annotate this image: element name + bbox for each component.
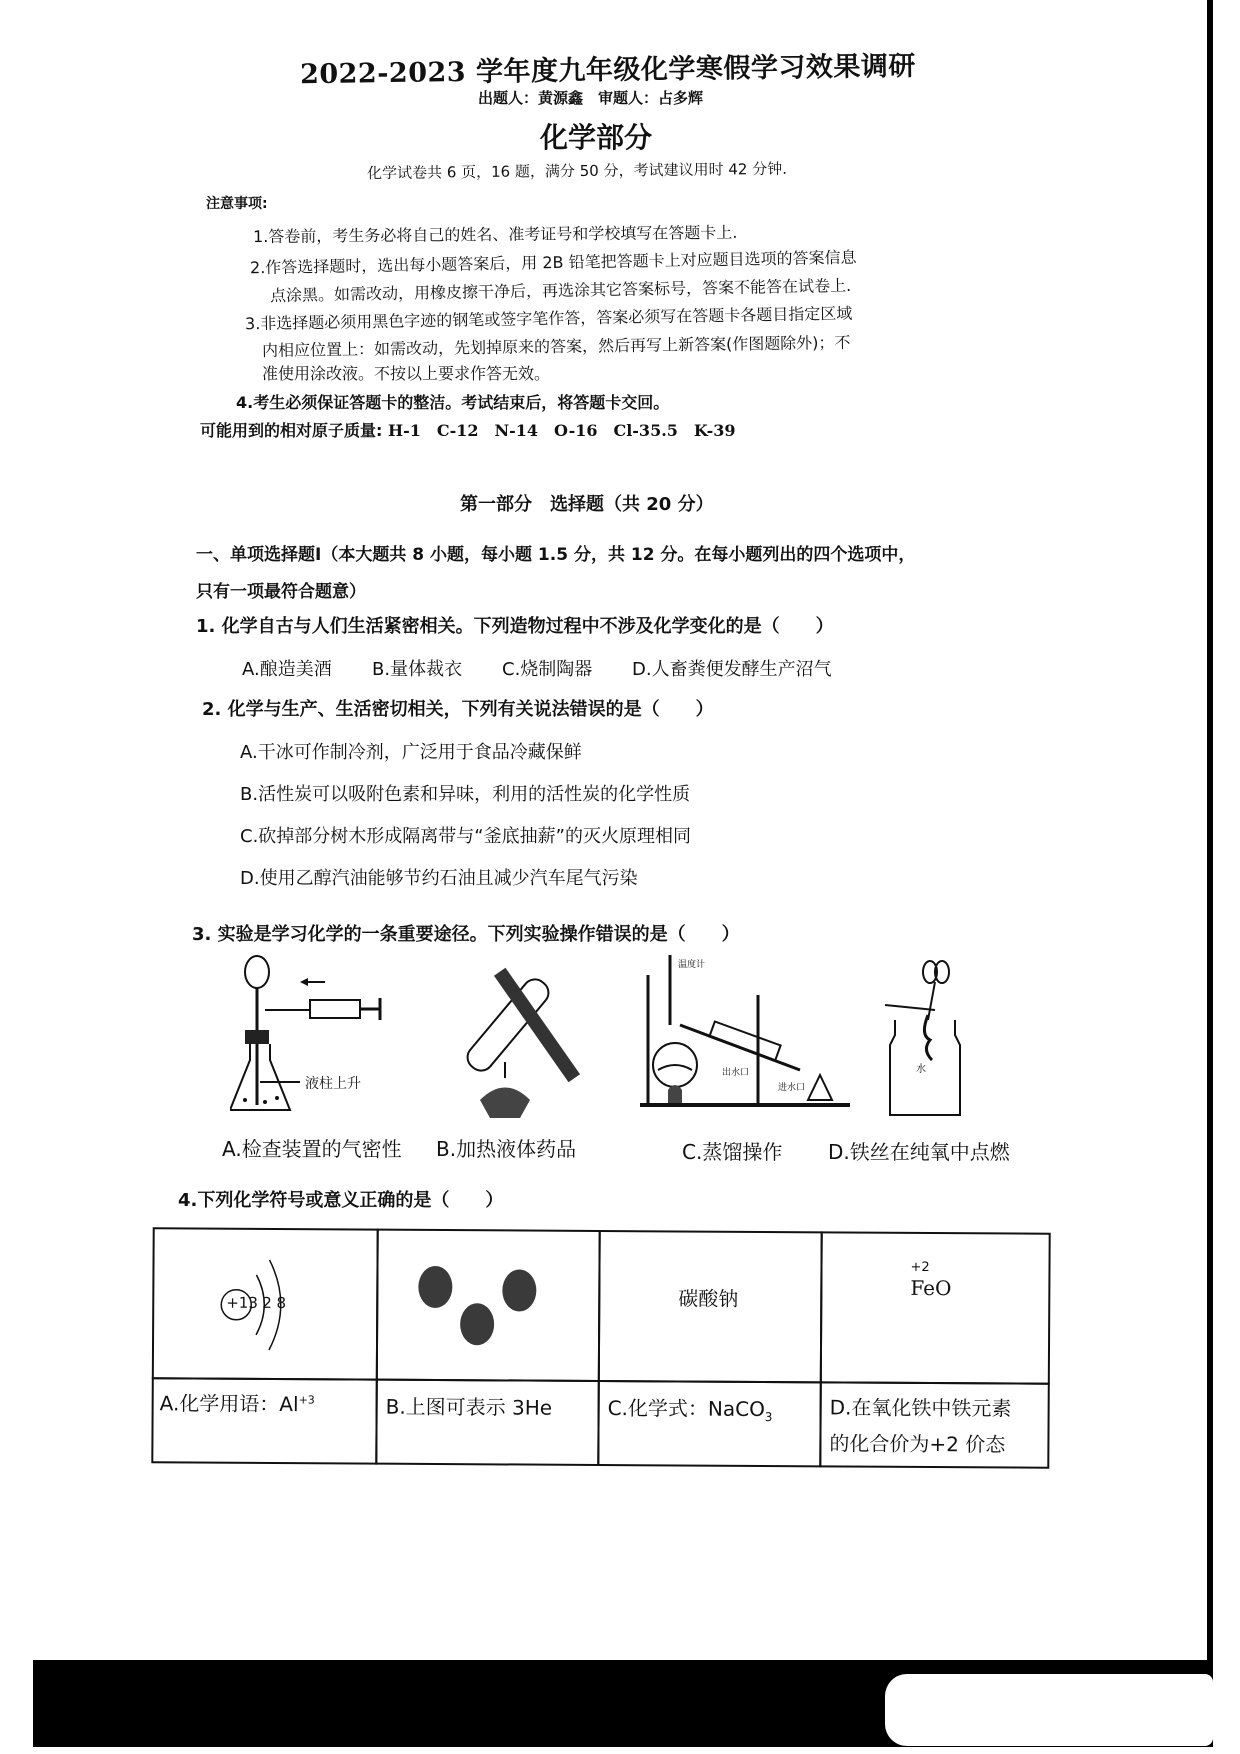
water-label: 水 (916, 1064, 926, 1075)
q4-cell-d-image (820, 1231, 1051, 1384)
q1-option-a: A.酿造美酒 (242, 659, 332, 680)
note-item: 2.作答选择题时，选出每小题答案后，用 2B 铅笔把答题卡上对应题目选项的答案信息 (249, 247, 857, 278)
q4-cell-c-image (598, 1230, 823, 1383)
question-1-stem: 1. 化学自古与人们生活紧密相关。下列造物过程中不涉及化学变化的是（ ） (196, 616, 834, 637)
inlet-label: 进水口 (778, 1083, 806, 1093)
q4-cell-b-image (376, 1229, 601, 1382)
q4-option-b: B.上图可表示 3He (375, 1379, 600, 1466)
q4-option-a: A.化学用语：$Al^{+3}$ (151, 1377, 378, 1464)
figure-distillation (640, 955, 860, 1120)
atomic-masses (200, 418, 736, 441)
q1-option-b: B.量体裁衣 (372, 659, 463, 680)
note-item: 点涂黑。如需改动，用橡皮擦干净后，再选涂其它答案标号，答案不能答在试卷上. (269, 275, 852, 306)
question-4-stem: 4.下列化学符号或意义正确的是（ ） (178, 1190, 504, 1211)
figure-heating-liquid (460, 950, 630, 1120)
figure-iron-wire-combustion (880, 960, 970, 1120)
thermometer-label: 温度计 (678, 960, 706, 970)
section-instructions-line1: 一、单项选择题Ⅰ（本大题共 8 小题，每小题 1.5 分，共 12 分。在每小题列出的四个选项中， (196, 545, 916, 565)
note-item: 准使用涂改液。不按以上要求作答无效。 (262, 364, 551, 383)
atom-dot (418, 1266, 452, 1308)
q3-option-a: A.检查装置的气密性 (222, 1137, 402, 1161)
figure-a-annotation: 液柱上升 (305, 1076, 361, 1092)
atom-dot (502, 1269, 536, 1311)
nucleus-charge: +13 (226, 1293, 258, 1312)
q4-option-c: C.化学式：NaCO$_3$ (597, 1380, 822, 1467)
q2-option-a: A.干冰可作制冷剂，广泛用于食品冷藏保鲜 (240, 742, 582, 763)
sodium-carbonate-name: 碳酸钠 (678, 1286, 739, 1311)
note-item: 1.答卷前，考生务必将自己的姓名、准考证号和学校填写在答题卡上. (252, 222, 738, 247)
notes-heading: 注意事项: (206, 196, 268, 212)
q2-option-d: D.使用乙醇汽油能够节约石油且减少汽车尾气污染 (240, 868, 638, 889)
outlet-label: 出水口 (722, 1068, 750, 1078)
subject-title: 化学部分 (540, 121, 653, 154)
q2-option-b: B.活性炭可以吸附色素和异味，利用的活性炭的化学性质 (240, 784, 691, 805)
q1-option-d: D.人畜粪便发酵生产沼气 (632, 659, 832, 680)
q4-cell-a-image (152, 1227, 379, 1380)
redaction-patch (885, 1674, 1213, 1746)
exam-title: 2022-2023 学年度九年级化学寒假学习效果调研 (299, 50, 917, 91)
q4-option-d: D.在氧化铁中铁元素 的化合价为+2 价态 (819, 1381, 1050, 1468)
figure-airtightness-check (230, 950, 420, 1120)
scan-edge-line (1207, 0, 1213, 1660)
q4-table (151, 1227, 1050, 1468)
atomic-masses-label: 可能用到的相对原子质量: (200, 421, 383, 440)
note-item: 内相应位置上：如需改动，先划掉原来的答案，然后再写上新答案(作图题除外)；不 (261, 332, 851, 361)
exam-meta: 化学试卷共 6 页，16 题，满分 50 分，考试建议用时 42 分钟. (366, 159, 788, 183)
section-instructions-line2: 只有一项最符合题意） (196, 582, 366, 602)
feo-formula: FeO (910, 1275, 952, 1301)
q3-option-d: D.铁丝在纯氧中点燃 (828, 1140, 1010, 1164)
question-2-stem: 2. 化学与生产、生活密切相关，下列有关说法错误的是（ ） (202, 699, 714, 720)
q3-option-c: C.蒸馏操作 (682, 1140, 783, 1164)
note-item: 3.非选择题必须用黑色字迹的钢笔或签字笔作答，答案必须写在答题卡各题目指定区域 (244, 303, 853, 334)
question-3-stem: 3. 实验是学习化学的一条重要途径。下列实验操作错误的是（ ） (192, 924, 740, 945)
q1-option-c: C.烧制陶器 (502, 659, 593, 680)
q3-option-b: B.加热液体药品 (436, 1137, 577, 1161)
exam-authors: 出题人：黄源鑫 审题人：占多辉 (478, 89, 704, 107)
electron-shells: 2 8 (262, 1293, 287, 1313)
atomic-masses-values: H-1 C-12 N-14 O-16 Cl-35.5 K-39 (387, 421, 736, 440)
atom-dot (460, 1303, 494, 1345)
valence-label: +2 (910, 1259, 930, 1276)
part-title: 第一部分 选择题（共 20 分） (460, 494, 714, 515)
note-item: 4.考生必须保证答题卡的整洁。考试结束后，将答题卡交回。 (236, 393, 670, 412)
q2-option-c: C.砍掉部分树木形成隔离带与“釜底抽薪”的灭火原理相同 (240, 826, 691, 847)
